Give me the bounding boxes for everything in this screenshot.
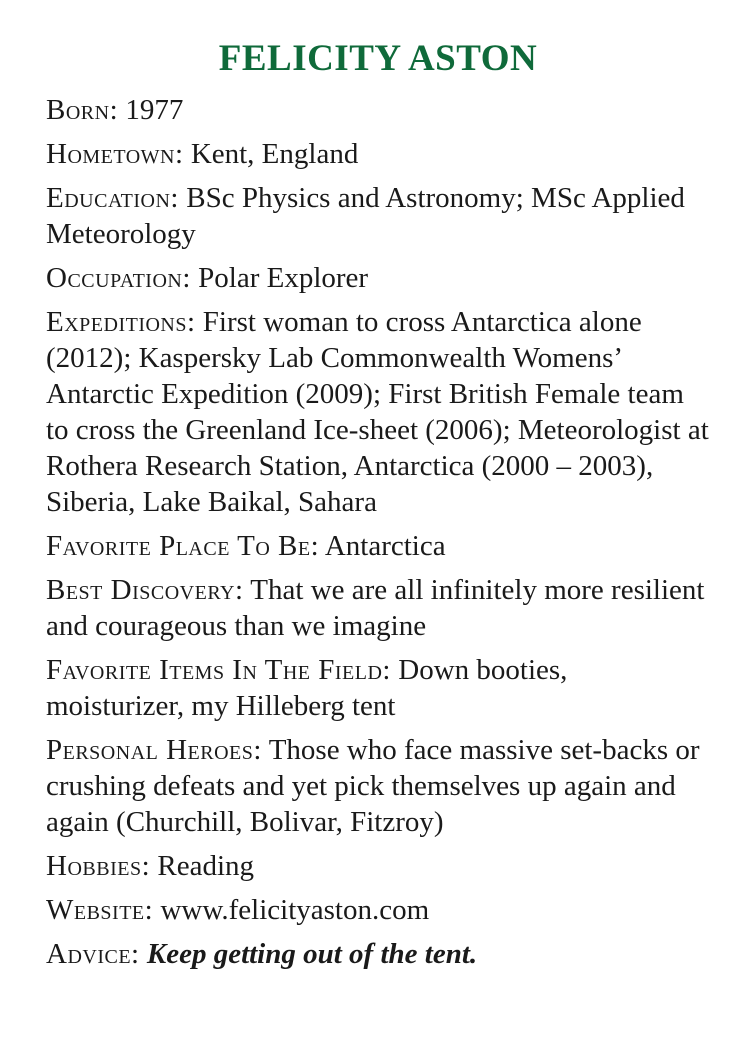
- entry-value: 1977: [125, 94, 184, 126]
- entry-favorite-place: [46, 528, 710, 564]
- entry-expeditions: [46, 304, 710, 520]
- entry-born: [46, 92, 710, 128]
- entry-value: BSc Physics and Astronomy; MSc Applied Meteorology: [46, 182, 685, 250]
- entry-value: Polar Explorer: [198, 262, 369, 294]
- entry-value: Kent, England: [190, 138, 359, 170]
- entry-value: First woman to cross Antarctica alone (2012); Kaspersky Lab Commonwealth Womens’ Antarctic Expedition (2009); First British Female team to cross the Greenland Ice-sheet (2006); Meteorologist at Rothera Research Station, Antarctica (2000 – 2003), Siberia, Lake Baikal, Sahara: [46, 306, 709, 518]
- entry-label: Hometown:: [46, 138, 184, 170]
- entry-website: [46, 892, 710, 928]
- entry-label: Favorite Place To Be:: [46, 530, 320, 562]
- entry-label: Favorite Items In The Field:: [46, 654, 391, 686]
- entry-value: Antarctica: [324, 530, 446, 562]
- entry-occupation: [46, 260, 710, 296]
- entry-best-discovery: [46, 572, 710, 644]
- entry-value: Reading: [157, 850, 255, 882]
- entry-label: Best Discovery:: [46, 574, 244, 606]
- entry-label: Expeditions:: [46, 306, 196, 338]
- entry-favorite-items: [46, 652, 710, 724]
- profile-title: FELICITY ASTON: [218, 38, 538, 79]
- entry-advice: [46, 936, 710, 972]
- entry-value: www.felicityaston.com: [160, 894, 430, 926]
- entry-label: Occupation:: [46, 262, 191, 294]
- entry-value: Keep getting out of the tent.: [146, 938, 478, 970]
- entry-label: Website:: [46, 894, 154, 926]
- entry-label: Education:: [46, 182, 179, 214]
- entry-value: Those who face massive set-backs or crushing defeats and yet pick themselves up again and again (Churchill, Bolivar, Fitzroy): [46, 734, 700, 838]
- entry-label: Advice:: [46, 938, 140, 970]
- entry-label: Personal Heroes:: [46, 734, 262, 766]
- entry-hometown: [46, 136, 710, 172]
- entry-hobbies: [46, 848, 710, 884]
- entry-label: Born:: [46, 94, 119, 126]
- entry-education: [46, 180, 710, 252]
- entry-value: That we are all infinitely more resilient and courageous than we imagine: [46, 574, 705, 642]
- entry-label: Hobbies:: [46, 850, 151, 882]
- entry-personal-heroes: [46, 732, 710, 840]
- entry-value: Down booties, moisturizer, my Hilleberg tent: [46, 654, 568, 722]
